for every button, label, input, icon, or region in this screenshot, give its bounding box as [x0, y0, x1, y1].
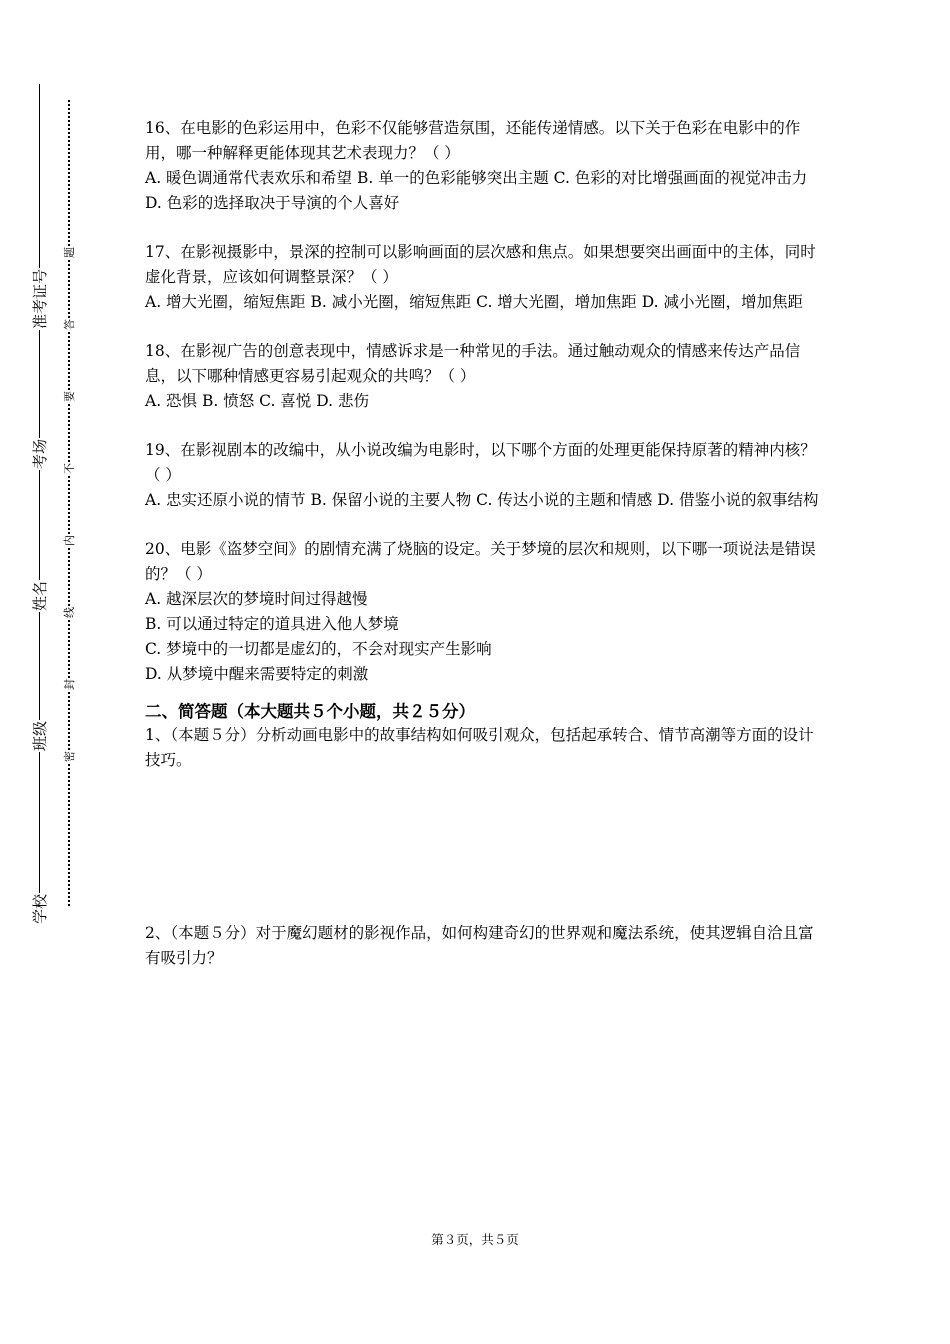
seal-char: 内	[63, 535, 76, 546]
question-16	[145, 116, 825, 216]
question-stem: 19、在影视剧本的改编中，从小说改编为电影时，以下哪个方面的处理更能保持原著的精神内核？（ ）	[145, 441, 816, 484]
seal-char: 封	[63, 679, 76, 690]
question-options: A. 忠实还原小说的情节 B. 保留小说的主要人物 C. 传达小说的主题和情感 D. 借鉴小说的叙事结构	[145, 491, 819, 509]
question-20	[145, 537, 825, 687]
seal-char: 要	[63, 391, 76, 402]
question-stem: 18、在影视广告的创意表现中，情感诉求是一种常见的手法。通过触动观众的情感来传达产品信息，以下哪种情感更容易引起观众的共鸣？（ ）	[145, 342, 801, 385]
question-stem: 16、在电影的色彩运用中，色彩不仅能够营造氛围，还能传递情感。以下关于色彩在电影中的作用，哪一种解释更能体现其艺术表现力？（ ）	[145, 119, 801, 162]
question-options: A. 增大光圈，缩短焦距 B. 减小光圈，缩短焦距 C. 增大光圈，增加焦距 D. 减小光圈，增加焦距	[145, 293, 803, 311]
question-17	[145, 240, 825, 315]
short-answer-1	[145, 723, 825, 773]
seal-char: 线	[63, 607, 76, 618]
binding-solid-line	[39, 84, 40, 906]
question-stem: 17、在影视摄影中，景深的控制可以影响画面的层次感和焦点。如果想要突出画面中的主体，同时虚化背景，应该如何调整景深？（ ）	[145, 243, 816, 286]
label-school: 学校	[31, 893, 49, 924]
label-name: 姓名	[31, 580, 49, 611]
option-d: D. 从梦境中醒来需要特定的刺激	[145, 665, 369, 683]
question-stem: 20、电影《盗梦空间》的剧情充满了烧脑的设定。关于梦境的层次和规则，以下哪一项说法是错误的？（ ）	[145, 540, 816, 583]
option-c: C. 梦境中的一切都是虚幻的，不会对现实产生影响	[145, 640, 492, 658]
option-b: B. 可以通过特定的道具进入他人梦境	[145, 615, 399, 633]
exam-content	[145, 116, 825, 971]
seal-char: 题	[63, 247, 76, 258]
label-class: 班级	[31, 720, 49, 751]
seal-char: 不	[63, 463, 76, 474]
short-answer-text: 2、（本题５分）对于魔幻题材的影视作品，如何构建奇幻的世界观和魔法系统，使其逻辑自洽且富有吸引力？	[145, 924, 814, 967]
question-options: A. 暖色调通常代表欢乐和希望 B. 单一的色彩能够突出主题 C. 色彩的对比增强画面的视觉冲击力 D. 色彩的选择取决于导演的个人喜好	[145, 169, 808, 212]
seal-char: 答	[63, 319, 76, 330]
section-title: 二、简答题（本大题共５个小题，共２５分）	[145, 702, 475, 721]
label-exam-id: 准考证号	[31, 268, 49, 329]
page-number: 第３页，共５页	[431, 1232, 519, 1247]
label-exam-room: 考场	[31, 438, 49, 469]
question-18	[145, 339, 825, 414]
binding-dotted-line	[68, 100, 70, 906]
question-options: A. 恐惧 B. 愤怒 C. 喜悦 D. 悲伤	[145, 392, 369, 410]
option-a: A. 越深层次的梦境时间过得越慢	[145, 590, 368, 608]
short-answer-text: 1、（本题５分）分析动画电影中的故事结构如何吸引观众，包括起承转合、情节高潮等方面的设计技巧。	[145, 726, 814, 769]
seal-char: 密	[63, 751, 76, 762]
short-answer-2	[145, 921, 825, 971]
binding-margin	[0, 0, 120, 1344]
question-19	[145, 438, 825, 513]
